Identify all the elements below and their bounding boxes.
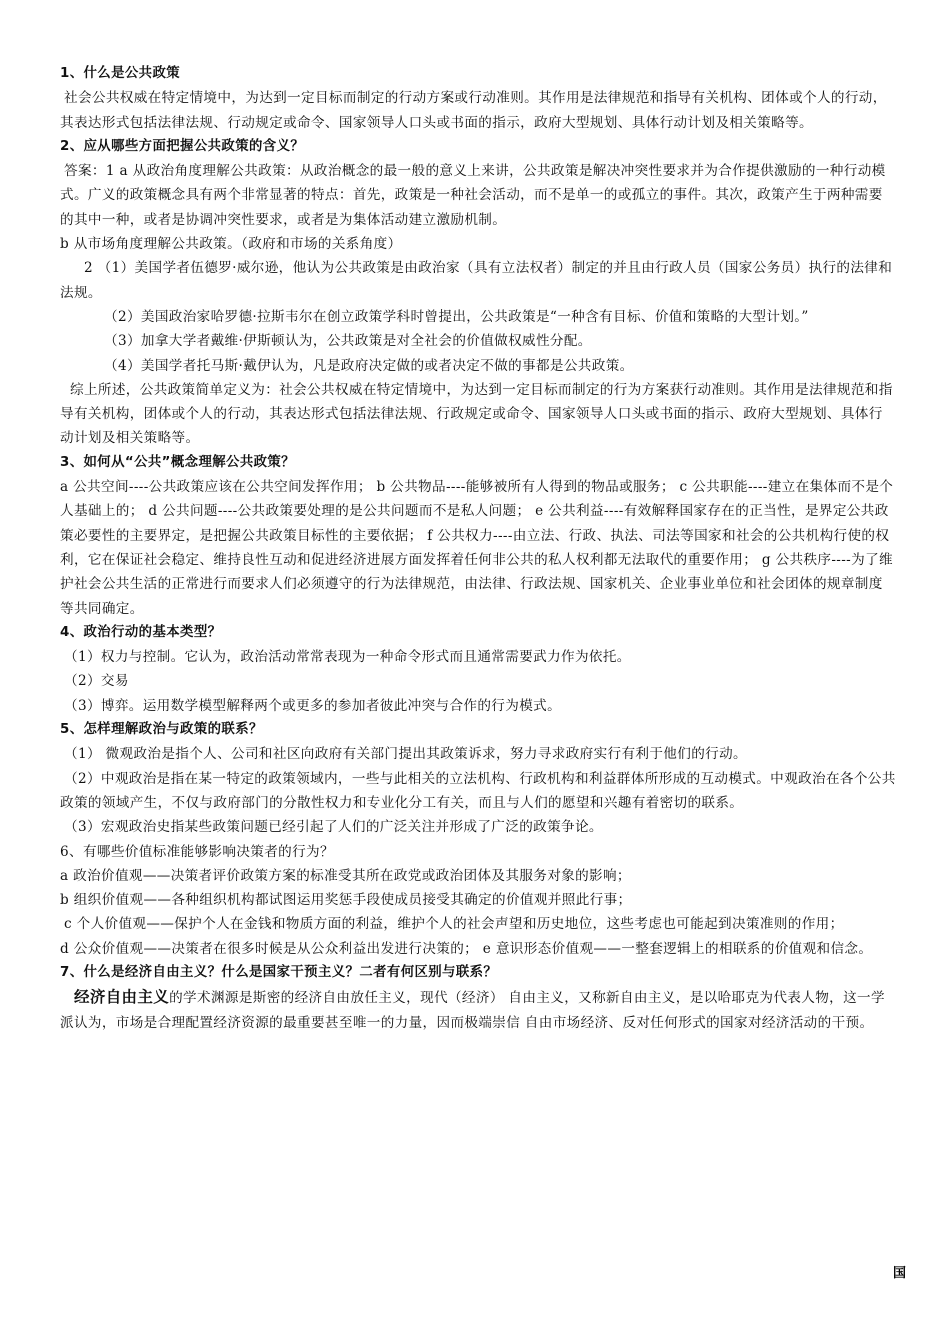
question-2-answer-a: 答案：1 a 从政治角度理解公共政策：从政治概念的最一般的意义上来讲，公共政策是解决冲突性要求并为合作提供激励的一种行动模式。广义的政策概念具有两个非常显著的特点：首先，政策是一种社会活动，而不是单一的或孤立的事件。其次，政策产生于两种需要的其中一种，或者是协调冲突性要求，或者是为集体活动建立激励机制。	[60, 163, 886, 228]
question-7-text: 的学术渊源是斯密的经济自由放任主义，现代（经济） 自由主义，又称新自由主义，是以哈耶克为代表人物，这一学派认为，市场是合理配置经济资源的最重要甚至唯一的力量，因而极端崇信 自由市场经济、反对任何形式的国家对经济活动的干预。	[60, 990, 885, 1031]
question-7-heading: 7、什么是经济自由主义？什么是国家干预主义？二者有何区别与联系？	[60, 964, 498, 980]
question-4-heading: 4、政治行动的基本类型？	[60, 624, 222, 640]
question-6-item-b: b 组织价值观——各种组织机构都试图运用奖惩手段使成员接受其确定的价值观并照此行事；	[60, 892, 632, 909]
question-7-term: 经济自由主义	[74, 988, 170, 1007]
document-page	[60, 62, 896, 1035]
question-7-body	[60, 985, 896, 1035]
question-2-point-4: （4）美国学者托马斯·戴伊认为，凡是政府决定做的或者决定不做的事都是公共政策。	[104, 357, 634, 374]
question-5-item-2: （2）中观政治是指在某一特定的政策领域内，一些与此相关的立法机构、行政机构和利益群体所形成的互动模式。中观政治在各个公共政策的领域产生，不仅与政府部门的分散性权力和专业化分工有关，而且与人们的愿望和兴趣有着密切的联系。	[60, 770, 896, 811]
question-3-body: a 公共空间----公共政策应该在公共空间发挥作用； b 公共物品----能够被所有人得到的物品或服务； c 公共职能----建立在集体而不是个人基础上的； d 公共问题----公共政策要处理的是公共问题而不是私人问题； e 公共利益----有效解释国家存在的正当性，是界定公共政策必要性的主要界定，是把握公共政策目标性的主要依据； f 公共权力----由立法、行政、执法、司法等国家和社会的公共机构行使的权利，它在保证社会稳定、维持良性互动和促进经济进展方面发挥着任何非公共的私人权利都无法取代的重要作用； g 公共秩序----为了维护社会公共生活的正常进行而要求人们必须遵守的行为法律规范，由法律、行政法规、国家机关、企业事业单位和社会团体的规章制度等共同确定。	[60, 479, 894, 617]
question-6-item-a: a 政治价值观——决策者评价政策方案的标准受其所在政党或政治团体及其服务对象的影响；	[60, 867, 631, 884]
question-4-item-1: （1）权力与控制。它认为，政治活动常常表现为一种命令形式而且通常需要武力作为依托。	[64, 649, 631, 666]
question-6-item-de: d 公众价值观——决策者在很多时候是从公众利益出发进行决策的； e 意识形态价值观——一整套逻辑上的相联系的价值观和信念。	[60, 940, 873, 957]
question-6-item-c: c 个人价值观——保护个人在金钱和物质方面的利益，维护个人的社会声望和历史地位，这些考虑也可能起到决策准则的作用；	[64, 916, 844, 933]
question-4-item-3: （3）博弈。运用数学模型解释两个或更多的参加者彼此冲突与合作的行为模式。	[64, 697, 562, 714]
question-5-item-3: （3）宏观政治史指某些政策问题已经引起了人们的广泛关注并形成了广泛的政策争论。	[64, 819, 603, 836]
question-5-heading: 5、怎样理解政治与政策的联系？	[60, 722, 263, 738]
page-corner-fragment: 国	[893, 1266, 907, 1281]
question-2-point-3: （3）加拿大学者戴维·伊斯顿认为，公共政策是对全社会的价值做权威性分配。	[104, 333, 592, 350]
question-5-item-1: （1） 微观政治是指个人、公司和社区向政府有关部门提出其政策诉求，努力寻求政府实行有利于他们的行动。	[64, 746, 747, 763]
question-2-summary: 综上所述，公共政策简单定义为：社会公共权威在特定情境中，为达到一定目标而制定的行为方案获行动准则。其作用是法律规范和指导有关机构，团体或个人的行动，其表达形式包括法律法规、行政规定或命令、国家领导人口头或书面的指示、政府大型规划、具体行动计划及相关策略等。	[60, 381, 893, 447]
question-2-answer-b: b 从市场角度理解公共政策。（政府和市场的关系角度）	[60, 236, 402, 253]
question-2-point-1: 2 （1）美国学者伍德罗·威尔逊，他认为公共政策是由政治家（具有立法权者）制定的并且由行政人员（国家公务员）执行的法律和法规。	[60, 260, 893, 301]
question-4-item-2: （2）交易	[64, 673, 129, 690]
question-6-heading: 6、有哪些价值标准能够影响决策者的行为？	[60, 843, 334, 860]
question-2-heading: 2、应从哪些方面把握公共政策的含义？	[60, 138, 305, 154]
question-1-body: 社会公共权威在特定情境中，为达到一定目标而制定的行动方案或行动准则。其作用是法律规范和指导有关机构、团体或个人的行动，其表达形式包括法律法规、行动规定或命令、国家领导人口头或书面的指示，政府大型规划、具体行动计划及相关策略等。	[60, 90, 887, 131]
question-1-heading: 1、什么是公共政策	[60, 66, 181, 81]
question-2-point-2: （2）美国政治家哈罗德·拉斯韦尔在创立政策学科时曾提出，公共政策是“一种含有目标、价值和策略的大型计划。”	[104, 308, 809, 325]
question-3-heading: 3、如何从“公共”概念理解公共政策？	[60, 454, 295, 470]
